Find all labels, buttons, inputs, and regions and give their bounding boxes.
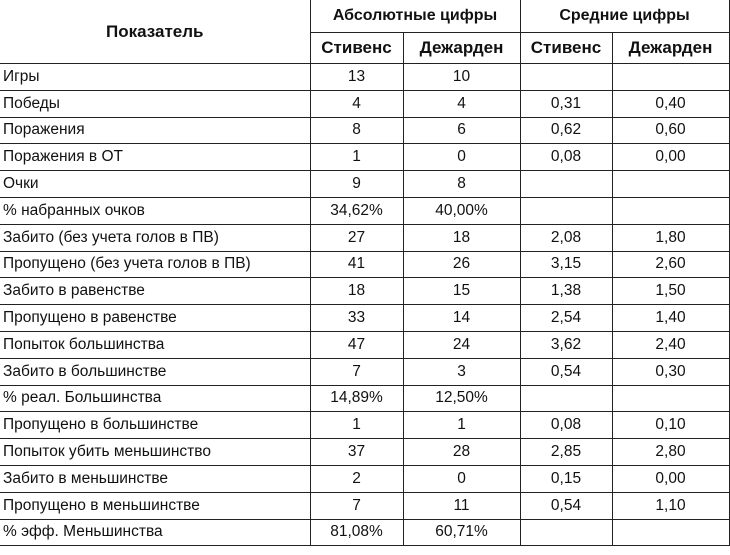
header-group-absolute: Абсолютные цифры: [310, 0, 520, 33]
row-label: Забито в меньшинстве: [0, 465, 310, 492]
table-row: [0, 144, 729, 171]
row-label: Победы: [0, 90, 310, 117]
header-avg-desjardins: Дежарден: [612, 33, 729, 64]
row-label: Очки: [0, 171, 310, 198]
table-row: [0, 171, 729, 198]
cell-abs-desjardins: 10: [403, 64, 520, 91]
row-label: Поражения в ОТ: [0, 144, 310, 171]
cell-avg-desjardins: 0,00: [612, 465, 729, 492]
cell-abs-desjardins: 1: [403, 412, 520, 439]
cell-avg-stevens: 0,62: [520, 117, 612, 144]
cell-avg-desjardins: 1,50: [612, 278, 729, 305]
row-label: Пропущено в равенстве: [0, 305, 310, 332]
cell-abs-desjardins: 11: [403, 492, 520, 519]
cell-avg-stevens: [520, 519, 612, 546]
table-row: [0, 519, 729, 546]
table-row: [0, 465, 729, 492]
table-row: [0, 439, 729, 466]
table-row: [0, 251, 729, 278]
cell-abs-stevens: 47: [310, 331, 403, 358]
cell-avg-desjardins: [612, 197, 729, 224]
cell-abs-desjardins: 0: [403, 144, 520, 171]
table-row: [0, 224, 729, 251]
cell-avg-desjardins: 0,30: [612, 358, 729, 385]
row-label: Забито (без учета голов в ПВ): [0, 224, 310, 251]
table-row: [0, 412, 729, 439]
table-row: [0, 385, 729, 412]
cell-avg-desjardins: 0,10: [612, 412, 729, 439]
cell-abs-stevens: 7: [310, 492, 403, 519]
cell-abs-stevens: 13: [310, 64, 403, 91]
row-label: % эфф. Меньшинства: [0, 519, 310, 546]
header-indicator: Показатель: [0, 0, 310, 64]
table-row: [0, 278, 729, 305]
cell-avg-stevens: [520, 385, 612, 412]
header-abs-desjardins: Дежарден: [403, 33, 520, 64]
cell-avg-desjardins: 2,40: [612, 331, 729, 358]
cell-abs-desjardins: 24: [403, 331, 520, 358]
cell-abs-desjardins: 60,71%: [403, 519, 520, 546]
cell-abs-desjardins: 6: [403, 117, 520, 144]
cell-abs-stevens: 2: [310, 465, 403, 492]
cell-abs-stevens: 1: [310, 412, 403, 439]
cell-abs-desjardins: 12,50%: [403, 385, 520, 412]
table-row: [0, 331, 729, 358]
cell-abs-stevens: 33: [310, 305, 403, 332]
row-label: Забито в равенстве: [0, 278, 310, 305]
header-avg-stevens: Стивенс: [520, 33, 612, 64]
cell-avg-stevens: 0,54: [520, 358, 612, 385]
cell-abs-stevens: 34,62%: [310, 197, 403, 224]
cell-abs-desjardins: 18: [403, 224, 520, 251]
cell-abs-stevens: 27: [310, 224, 403, 251]
cell-avg-stevens: 2,54: [520, 305, 612, 332]
cell-abs-desjardins: 14: [403, 305, 520, 332]
cell-abs-stevens: 14,89%: [310, 385, 403, 412]
cell-abs-stevens: 81,08%: [310, 519, 403, 546]
cell-avg-desjardins: 2,60: [612, 251, 729, 278]
cell-avg-stevens: [520, 197, 612, 224]
row-label: Пропущено в большинстве: [0, 412, 310, 439]
cell-avg-desjardins: 2,80: [612, 439, 729, 466]
table-row: [0, 358, 729, 385]
cell-abs-stevens: 4: [310, 90, 403, 117]
cell-abs-stevens: 8: [310, 117, 403, 144]
cell-abs-stevens: 41: [310, 251, 403, 278]
table-row: [0, 117, 729, 144]
row-label: Игры: [0, 64, 310, 91]
row-label: Попыток большинства: [0, 331, 310, 358]
row-label: Поражения: [0, 117, 310, 144]
cell-avg-stevens: 0,08: [520, 412, 612, 439]
cell-avg-stevens: 0,31: [520, 90, 612, 117]
row-label: % реал. Большинства: [0, 385, 310, 412]
cell-avg-desjardins: 0,00: [612, 144, 729, 171]
cell-abs-stevens: 18: [310, 278, 403, 305]
cell-avg-stevens: 1,38: [520, 278, 612, 305]
cell-abs-stevens: 37: [310, 439, 403, 466]
cell-avg-stevens: 0,54: [520, 492, 612, 519]
cell-avg-stevens: 0,08: [520, 144, 612, 171]
cell-abs-desjardins: 8: [403, 171, 520, 198]
cell-avg-stevens: 0,15: [520, 465, 612, 492]
table-row: [0, 64, 729, 91]
cell-avg-desjardins: 0,40: [612, 90, 729, 117]
cell-avg-desjardins: 1,40: [612, 305, 729, 332]
header-group-average: Средние цифры: [520, 0, 729, 33]
cell-avg-desjardins: 0,60: [612, 117, 729, 144]
cell-abs-desjardins: 28: [403, 439, 520, 466]
cell-avg-stevens: 2,85: [520, 439, 612, 466]
cell-avg-desjardins: [612, 385, 729, 412]
row-label: Попыток убить меньшинство: [0, 439, 310, 466]
cell-avg-stevens: 2,08: [520, 224, 612, 251]
cell-avg-stevens: [520, 64, 612, 91]
row-label: Забито в большинстве: [0, 358, 310, 385]
cell-abs-desjardins: 40,00%: [403, 197, 520, 224]
header-abs-stevens: Стивенс: [310, 33, 403, 64]
cell-avg-stevens: 3,15: [520, 251, 612, 278]
table-row: [0, 197, 729, 224]
row-label: % набранных очков: [0, 197, 310, 224]
cell-abs-desjardins: 4: [403, 90, 520, 117]
cell-avg-stevens: [520, 171, 612, 198]
cell-abs-desjardins: 3: [403, 358, 520, 385]
cell-abs-stevens: 1: [310, 144, 403, 171]
cell-abs-stevens: 9: [310, 171, 403, 198]
row-label: Пропущено (без учета голов в ПВ): [0, 251, 310, 278]
cell-abs-desjardins: 0: [403, 465, 520, 492]
table-row: [0, 305, 729, 332]
cell-abs-desjardins: 26: [403, 251, 520, 278]
cell-avg-desjardins: [612, 171, 729, 198]
cell-avg-desjardins: 1,10: [612, 492, 729, 519]
cell-avg-stevens: 3,62: [520, 331, 612, 358]
cell-avg-desjardins: [612, 519, 729, 546]
cell-abs-desjardins: 15: [403, 278, 520, 305]
row-label: Пропущено в меньшинстве: [0, 492, 310, 519]
table-row: [0, 90, 729, 117]
cell-avg-desjardins: [612, 64, 729, 91]
cell-avg-desjardins: 1,80: [612, 224, 729, 251]
cell-abs-stevens: 7: [310, 358, 403, 385]
table-row: [0, 492, 729, 519]
